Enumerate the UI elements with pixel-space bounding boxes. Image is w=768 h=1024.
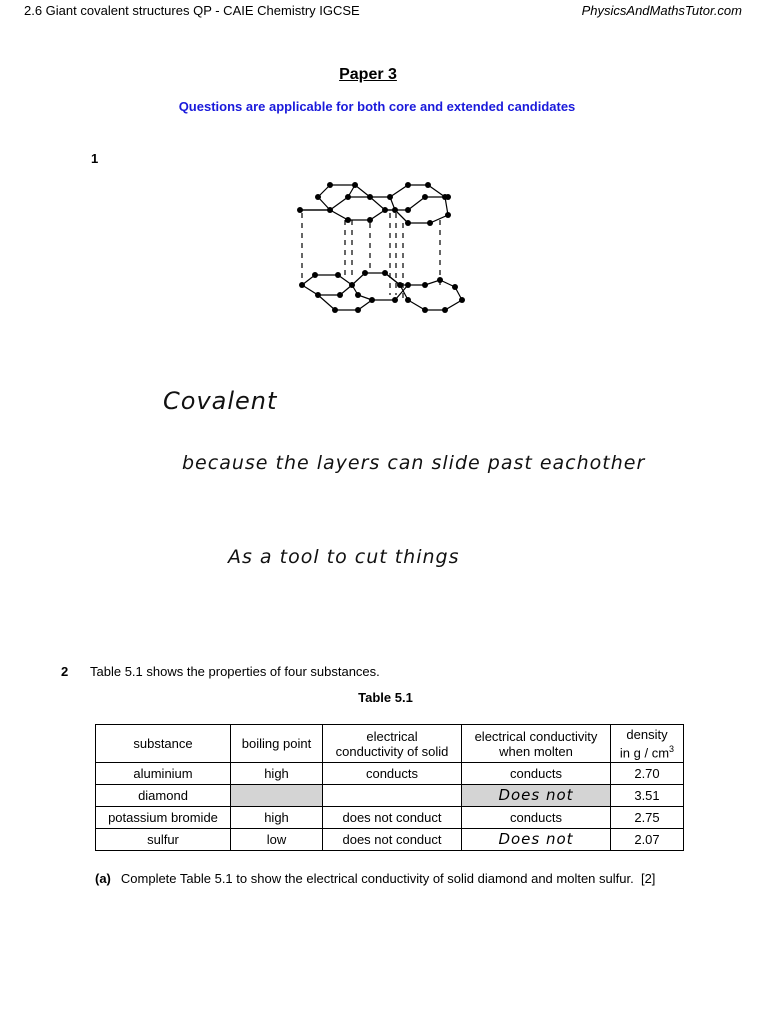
handwritten-answer-1: Covalent — [163, 387, 278, 415]
table-cell-handwritten: Does not — [462, 785, 611, 807]
table-cell: sulfur — [96, 829, 231, 851]
table-cell: conducts — [462, 807, 611, 829]
header-left-title: 2.6 Giant covalent structures QP - CAIE Chemistry IGCSE — [24, 3, 360, 18]
question-2-number: 2 — [61, 664, 69, 679]
table-cell: conducts — [462, 763, 611, 785]
question-2-intro: Table 5.1 shows the properties of four substances. — [90, 664, 380, 679]
table-cell: diamond — [96, 785, 231, 807]
question-2a-text: Complete Table 5.1 to show the electrical conductivity of solid diamond and molten sulfur. — [120, 871, 634, 886]
table-cell: potassium bromide — [96, 807, 231, 829]
column-header-text: density — [626, 726, 668, 742]
table-row — [96, 785, 684, 807]
table-cell: 3.51 — [611, 785, 684, 807]
table-cell-shaded — [231, 785, 323, 807]
column-header-text: electrical — [366, 728, 418, 744]
table-cell: low — [231, 829, 323, 851]
table-cell: aluminium — [96, 763, 231, 785]
table-row — [96, 807, 684, 829]
handwritten-answer-2: because the layers can slide past eachother — [182, 452, 646, 474]
header-right-site: PhysicsAndMathsTutor.com — [581, 3, 742, 18]
table-header-row — [96, 725, 684, 763]
table-cell-answer-blank[interactable] — [323, 785, 462, 807]
question-2a — [95, 871, 655, 886]
column-header-text: electrical conductivity — [474, 728, 598, 744]
properties-table — [95, 724, 684, 851]
column-header-text: when molten — [499, 743, 573, 759]
table-cell: 2.07 — [611, 829, 684, 851]
column-header — [611, 725, 684, 763]
table-cell-handwritten: Does not — [462, 829, 611, 851]
column-header-text: conductivity of solid — [335, 743, 449, 759]
table-caption: Table 5.1 — [358, 690, 413, 705]
table-cell: high — [231, 807, 323, 829]
handwritten-answer-3: As a tool to cut things — [228, 546, 460, 568]
table-cell: does not conduct — [323, 807, 462, 829]
column-header-text: boiling point — [241, 736, 312, 751]
column-header — [462, 725, 611, 763]
column-header-text: in g / cm — [619, 745, 670, 761]
table-cell: conducts — [323, 763, 462, 785]
table-row — [96, 763, 684, 785]
column-header — [231, 725, 323, 763]
question-1-number: 1 — [91, 151, 99, 166]
column-header — [323, 725, 462, 763]
column-header — [96, 725, 231, 763]
question-2a-label: (a) — [95, 871, 111, 886]
table-cell: does not conduct — [323, 829, 462, 851]
graphite-structure-diagram — [290, 175, 480, 325]
table-cell: 2.75 — [611, 807, 684, 829]
table-cell: high — [231, 763, 323, 785]
table-cell: 2.70 — [611, 763, 684, 785]
question-2a-marks: [2] — [640, 871, 656, 886]
column-header-text: substance — [133, 736, 193, 751]
table-row — [96, 829, 684, 851]
unit-superscript: 3 — [669, 743, 675, 754]
page-title: Paper 3 — [339, 66, 397, 83]
page-subtitle: Questions are applicable for both core and extended candidates — [178, 99, 576, 114]
